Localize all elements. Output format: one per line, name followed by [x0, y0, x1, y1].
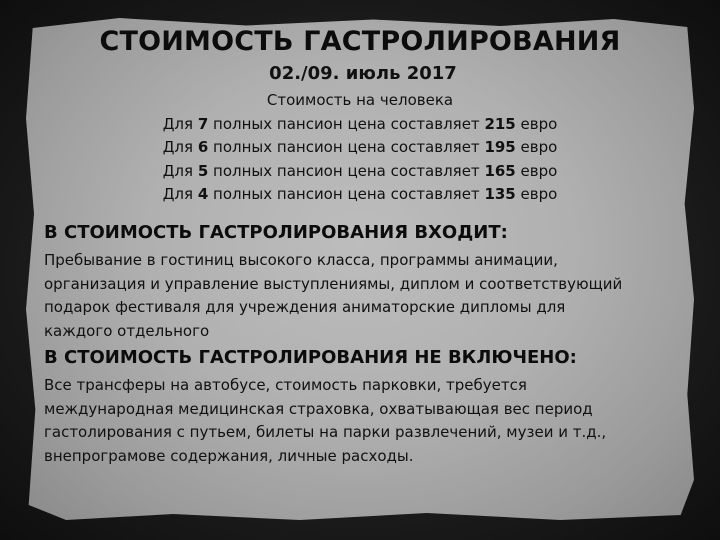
excluded-heading: В СТОИМОСТЬ ГАСТРОЛИРОВАНИЯ НЕ ВКЛЮЧЕНО: [44, 347, 577, 368]
included-line: подарок фестиваля для учреждения аниматорские дипломы для [44, 298, 566, 316]
included-line: организация и управление выступлениямы, диплом и соответствующий [44, 274, 623, 293]
excluded-text [44, 374, 674, 468]
included-line: Пребывание в гостиниц высокого класса, программы анимации, [44, 251, 558, 269]
price-amount: 165 [484, 161, 516, 180]
excluded-line: Все трансферы на автобусе, стоимость парковки, требуется [44, 376, 527, 394]
price-nights: 6 [197, 138, 209, 156]
price-nights: 7 [197, 114, 209, 133]
tour-date: 02./09. июль 2017 [269, 63, 457, 84]
page-title: СТОИМОСТЬ ГАСТРОЛИРОВАНИЯ [99, 26, 621, 57]
excluded-line: международная медицинская страховка, охватывающая вес период [44, 399, 593, 418]
price-amount: 135 [484, 185, 516, 203]
price-line: Для 7 полных пансион цена составляет 215 евро [162, 114, 558, 133]
price-line: Для 4 полных пансион цена составляет 135 евро [162, 185, 558, 203]
included-heading: В СТОИМОСТЬ ГАСТРОЛИРОВАНИЯ ВХОДИТ: [44, 222, 508, 243]
price-nights: 5 [197, 161, 209, 180]
price-line: Для 5 полных пансион цена составляет 165 евро [162, 161, 558, 180]
included-text [44, 249, 674, 343]
price-header: Стоимость на человека [266, 91, 454, 109]
price-amount: 215 [484, 114, 516, 133]
included-line: каждого отдельного [44, 321, 210, 340]
excluded-line: внепрограмове содержания, личные расходы. [44, 446, 414, 465]
excluded-line: гастолирования с путьем, билеты на парки развлечений, музеи и т.д., [44, 423, 607, 441]
price-nights: 4 [197, 185, 209, 203]
price-line: Для 6 полных пансион цена составляет 195 евро [162, 138, 558, 156]
price-amount: 195 [484, 138, 516, 156]
price-block [0, 89, 720, 207]
